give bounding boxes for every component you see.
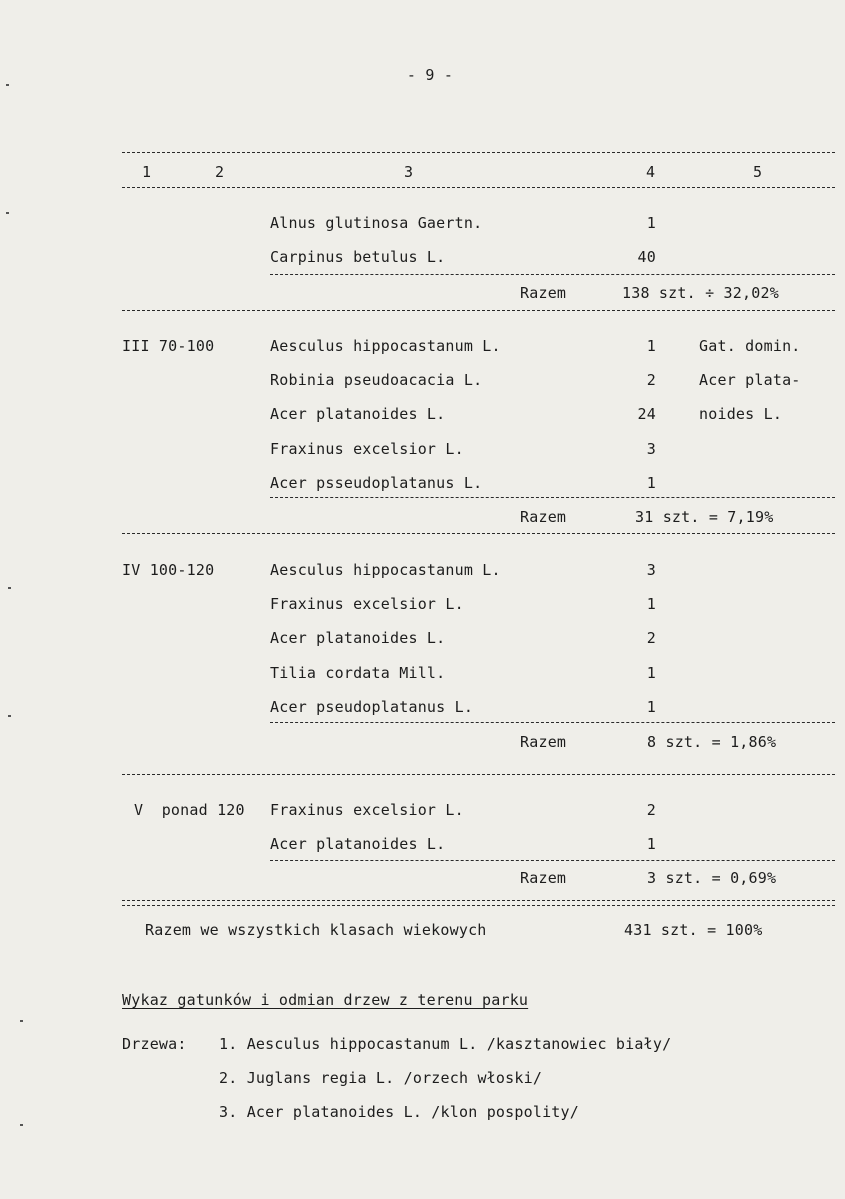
- header-col-1: 1: [142, 163, 152, 181]
- subtotal-label: Razem: [520, 508, 567, 526]
- header-top-rule: [122, 152, 835, 153]
- header-col-4: 4: [646, 163, 656, 181]
- tree-count: 2: [646, 371, 656, 389]
- age-class-label: V ponad 120: [134, 801, 245, 819]
- margin-mark: [6, 212, 9, 214]
- note: Gat. domin.: [699, 337, 801, 355]
- margin-mark: [8, 715, 11, 717]
- grand-total-label: Razem we wszystkich klasach wiekowych: [145, 921, 487, 939]
- tree-list-item: 3. Acer platanoides L. /klon pospolity/: [219, 1103, 579, 1121]
- margin-mark: [20, 1020, 23, 1022]
- tree-list-item: 2. Juglans regia L. /orzech włoski/: [219, 1069, 543, 1087]
- tree-count: 3: [646, 561, 656, 579]
- species-name: Fraxinus excelsior L.: [270, 440, 464, 458]
- trees-label: Drzewa:: [122, 1035, 187, 1053]
- tree-count: 1: [646, 664, 656, 682]
- grand-total-value: 431 szt. = 100%: [624, 921, 763, 939]
- section-rule: [122, 310, 835, 311]
- header-bottom-rule: [122, 187, 835, 188]
- subtotal-value: 31 szt. = 7,19%: [635, 508, 774, 526]
- tree-count: 2: [646, 629, 656, 647]
- page-number: - 9 -: [406, 66, 454, 84]
- species-name: Fraxinus excelsior L.: [270, 801, 464, 819]
- tree-count: 1: [646, 337, 656, 355]
- subtotal-label: Razem: [520, 869, 567, 887]
- species-name: Aesculus hippocastanum L.: [270, 337, 501, 355]
- header-col-5: 5: [753, 163, 763, 181]
- subtotal-rule: [270, 274, 835, 275]
- species-name: Aesculus hippocastanum L.: [270, 561, 501, 579]
- tree-count: 2: [646, 801, 656, 819]
- section-rule: [122, 533, 835, 534]
- species-name: Tilia cordata Mill.: [270, 664, 446, 682]
- species-name: Carpinus betulus L.: [270, 248, 446, 266]
- age-class-label: III 70-100: [122, 337, 215, 355]
- species-name: Acer platanoides L.: [270, 629, 446, 647]
- section-rule: [122, 774, 835, 775]
- tree-count: 40: [637, 248, 656, 266]
- subtotal-rule: [270, 722, 835, 723]
- header-col-2: 2: [215, 163, 225, 181]
- header-col-3: 3: [404, 163, 414, 181]
- margin-mark: [20, 1124, 23, 1126]
- subtotal-label: Razem: [520, 733, 567, 751]
- tree-count: 1: [646, 835, 656, 853]
- tree-list-item: 1. Aesculus hippocastanum L. /kasztanowiec biały/: [219, 1035, 672, 1053]
- note: noides L.: [699, 405, 783, 423]
- species-name: Acer pseudoplatanus L.: [270, 698, 474, 716]
- subtotal-value: 138 szt. ÷ 32,02%: [622, 284, 779, 302]
- subtotal-label: Razem: [520, 284, 567, 302]
- tree-count: 3: [646, 440, 656, 458]
- subtotal-value: 3 szt. = 0,69%: [647, 869, 777, 887]
- grand-total-rule: [122, 900, 835, 906]
- species-name: Acer psseudoplatanus L.: [270, 474, 483, 492]
- margin-mark: [8, 587, 11, 589]
- species-name: Alnus glutinosa Gaertn.: [270, 214, 483, 232]
- subtotal-rule: [270, 860, 835, 861]
- tree-count: 24: [637, 405, 656, 423]
- tree-count: 1: [646, 698, 656, 716]
- species-name: Acer platanoides L.: [270, 405, 446, 423]
- section-title: Wykaz gatunków i odmian drzew z terenu parku: [122, 991, 529, 1009]
- species-name: Acer platanoides L.: [270, 835, 446, 853]
- species-name: Fraxinus excelsior L.: [270, 595, 464, 613]
- margin-mark: [6, 84, 9, 86]
- age-class-label: IV 100-120: [122, 561, 215, 579]
- tree-count: 1: [646, 214, 656, 232]
- tree-count: 1: [646, 474, 656, 492]
- subtotal-value: 8 szt. = 1,86%: [647, 733, 777, 751]
- tree-count: 1: [646, 595, 656, 613]
- note: Acer plata-: [699, 371, 801, 389]
- species-name: Robinia pseudoacacia L.: [270, 371, 483, 389]
- subtotal-rule: [270, 497, 835, 498]
